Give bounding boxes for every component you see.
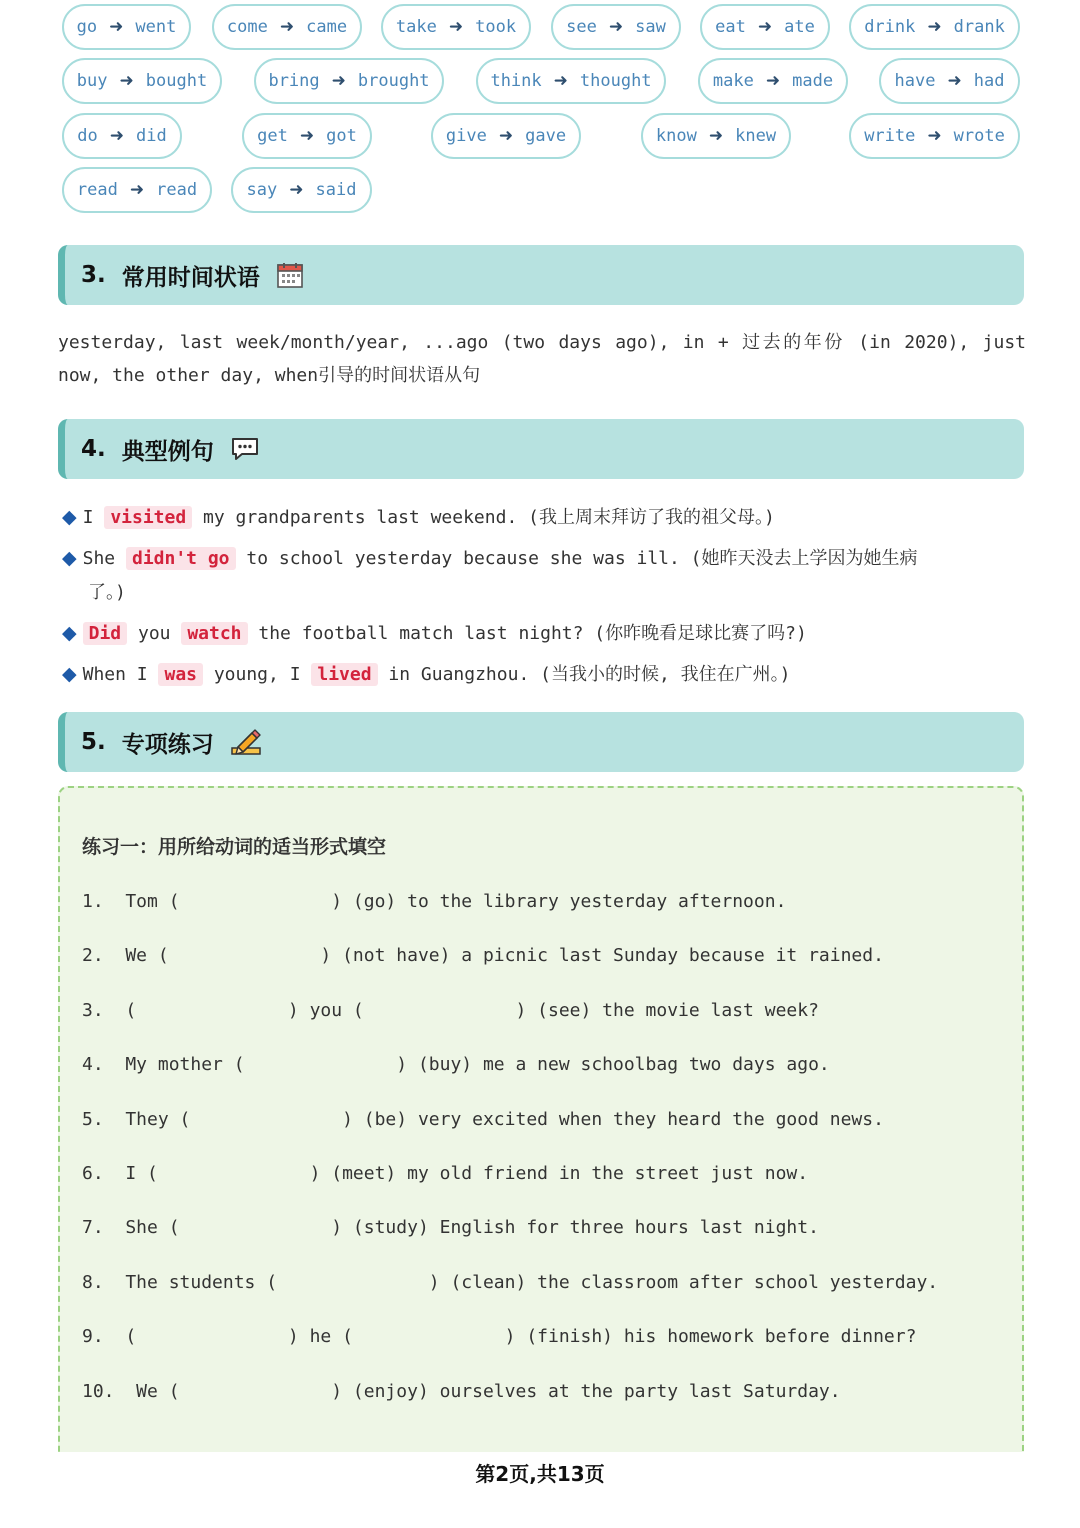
verb-base: think (490, 71, 542, 91)
diamond-bullet-icon: ◆ (62, 622, 77, 644)
section-title: 典型例句 (121, 438, 214, 465)
exercise-question[interactable]: 7. She ( ) (study) English for three hours last night. (82, 1217, 819, 1239)
verb-base: know (655, 126, 697, 146)
verb-chip (62, 58, 222, 104)
verb-chip (62, 113, 182, 159)
verb-base: make (712, 71, 754, 91)
verb-past: said (315, 180, 357, 200)
pencil-icon (230, 728, 262, 756)
verb-past: knew (735, 126, 777, 146)
arrow-right-icon: ➜ (119, 71, 134, 91)
example-sentence (62, 541, 1022, 610)
arrow-right-icon: ➜ (927, 17, 942, 37)
verb-base: come (226, 17, 268, 37)
arrow-right-icon: ➜ (608, 17, 624, 37)
arrow-right-icon: ➜ (947, 71, 962, 91)
arrow-right-icon: ➜ (129, 180, 145, 200)
verb-base: give (445, 126, 487, 146)
verb-past: saw (635, 17, 666, 37)
section-number: 4. (81, 436, 106, 462)
highlighted-verb: watch (181, 622, 247, 645)
arrow-right-icon: ➜ (765, 71, 781, 91)
verb-past: ate (784, 17, 815, 37)
verb-past: drank (953, 17, 1005, 37)
arrow-right-icon: ➜ (553, 71, 568, 91)
sentence-text: She (82, 548, 126, 569)
verb-past: gave (525, 126, 567, 146)
highlighted-verb: didn't go (126, 547, 236, 570)
sentence-text: When I (82, 664, 159, 685)
verb-base: bring (268, 71, 320, 91)
exercise-question[interactable]: 9. ( ) he ( ) (finish) his homework before dinner? (82, 1326, 917, 1348)
time-expressions-text: yesterday, last week/month/year, ...ago (two days ago), in + 过去的年份 (in 2020), just now, the other day, when引导的时间状语从句 (58, 332, 1026, 386)
exercise-question[interactable]: 10. We ( ) (enjoy) ourselves at the party last Saturday. (82, 1380, 841, 1402)
calendar-icon (276, 261, 304, 289)
verb-chip (431, 113, 581, 159)
verb-past: made (792, 71, 834, 91)
verb-chip (879, 58, 1020, 104)
section-header-examples (58, 419, 1024, 479)
arrow-right-icon: ➜ (498, 126, 514, 146)
example-sentences (62, 500, 1022, 698)
verb-base: say (246, 180, 278, 200)
highlighted-verb: was (158, 663, 203, 686)
exercise-title: 练习一：用所给动词的适当形式填空 (82, 836, 387, 858)
exercise-question[interactable]: 5. They ( ) (be) very excited when they heard the good news. (82, 1108, 884, 1130)
sentence-text: my grandparents last weekend. (我上周末拜访了我的祖父母。) (192, 507, 775, 528)
verb-base: get (257, 126, 288, 146)
verb-base: go (76, 17, 98, 37)
verb-chip (381, 4, 531, 50)
verb-chip (476, 58, 666, 104)
verb-past: took (475, 17, 517, 37)
arrow-right-icon: ➜ (289, 180, 304, 200)
verb-past: had (973, 71, 1005, 91)
verb-chip (849, 4, 1020, 50)
verb-base: buy (76, 71, 108, 91)
section-header-practice (58, 712, 1024, 772)
arrow-right-icon: ➜ (109, 17, 124, 37)
exercise-question[interactable]: 4. My mother ( ) (buy) me a new schoolbag two days ago. (82, 1054, 830, 1076)
diamond-bullet-icon: ◆ (62, 663, 77, 685)
arrow-right-icon: ➜ (299, 126, 315, 146)
sentence-text: young, I (203, 664, 312, 685)
verb-base: read (76, 180, 118, 200)
verb-chip (698, 58, 848, 104)
sentence-text: you (127, 623, 182, 644)
verb-base: have (894, 71, 936, 91)
verb-chip (849, 113, 1020, 159)
sentence-text: the football match last night? (你昨晚看足球比赛了吗?) (247, 623, 807, 644)
highlighted-verb: visited (104, 506, 192, 529)
exercise-question[interactable]: 2. We ( ) (not have) a picnic last Sunday because it rained. (82, 945, 884, 967)
exercise-question[interactable]: 6. I ( ) (meet) my old friend in the street just now. (82, 1162, 809, 1184)
diamond-bullet-icon: ◆ (62, 547, 77, 569)
verb-past: bought (145, 71, 208, 91)
verb-chip-grid (0, 0, 1080, 220)
exercise-question[interactable]: 3. ( ) you ( ) (see) the movie last week? (82, 999, 819, 1021)
verb-chip (254, 58, 444, 104)
sentence-text: I (82, 507, 105, 528)
verb-base: eat (715, 17, 746, 37)
sentence-continuation: 了。) (88, 582, 126, 603)
verb-past: brought (357, 71, 430, 91)
verb-base: see (566, 17, 597, 37)
section-title: 常用时间状语 (121, 264, 260, 291)
arrow-right-icon: ➜ (331, 71, 346, 91)
verb-past: got (326, 126, 357, 146)
exercise-question[interactable]: 8. The students ( ) (clean) the classroom after school yesterday. (82, 1271, 939, 1293)
verb-past: read (156, 180, 198, 200)
verb-past: wrote (953, 126, 1005, 146)
section-header-time-expressions (58, 245, 1024, 305)
sentence-text: in Guangzhou. (当我小的时候, 我住在广州。) (377, 664, 791, 685)
highlighted-verb: lived (311, 663, 377, 686)
arrow-right-icon: ➜ (448, 17, 464, 37)
example-sentence (62, 657, 1022, 692)
arrow-right-icon: ➜ (927, 126, 942, 146)
verb-chip (700, 4, 830, 50)
arrow-right-icon: ➜ (279, 17, 295, 37)
section-number: 3. (81, 262, 106, 288)
highlighted-verb: Did (83, 622, 128, 645)
verb-past: came (306, 17, 348, 37)
example-sentence (62, 500, 1022, 535)
verb-base: drink (864, 17, 916, 37)
verb-chip (212, 4, 362, 50)
verb-past: went (135, 17, 177, 37)
arrow-right-icon: ➜ (109, 126, 124, 146)
diamond-bullet-icon: ◆ (62, 506, 77, 528)
exercise-question[interactable]: 1. Tom ( ) (go) to the library yesterday afternoon. (82, 891, 787, 912)
verb-past: thought (579, 71, 652, 91)
speech-bubble-icon (230, 436, 260, 462)
verb-chip (62, 4, 191, 50)
verb-past: did (136, 126, 167, 146)
page-footer: 第2页,共13页 (475, 1462, 605, 1486)
verb-chip (641, 113, 791, 159)
verb-chip (551, 4, 681, 50)
sentence-text: to school yesterday because she was ill. (她昨天没去上学因为她生病 (235, 548, 918, 569)
arrow-right-icon: ➜ (708, 126, 724, 146)
verb-base: do (77, 126, 98, 146)
verb-chip (242, 113, 372, 159)
exercise-questions (82, 884, 1012, 1428)
section-number: 5. (81, 729, 106, 755)
verb-chip (62, 167, 212, 213)
verb-chip (231, 167, 372, 213)
example-sentence (62, 616, 1022, 651)
section-title: 专项练习 (121, 731, 214, 758)
verb-base: take (395, 17, 437, 37)
arrow-right-icon: ➜ (757, 17, 773, 37)
verb-base: write (864, 126, 916, 146)
